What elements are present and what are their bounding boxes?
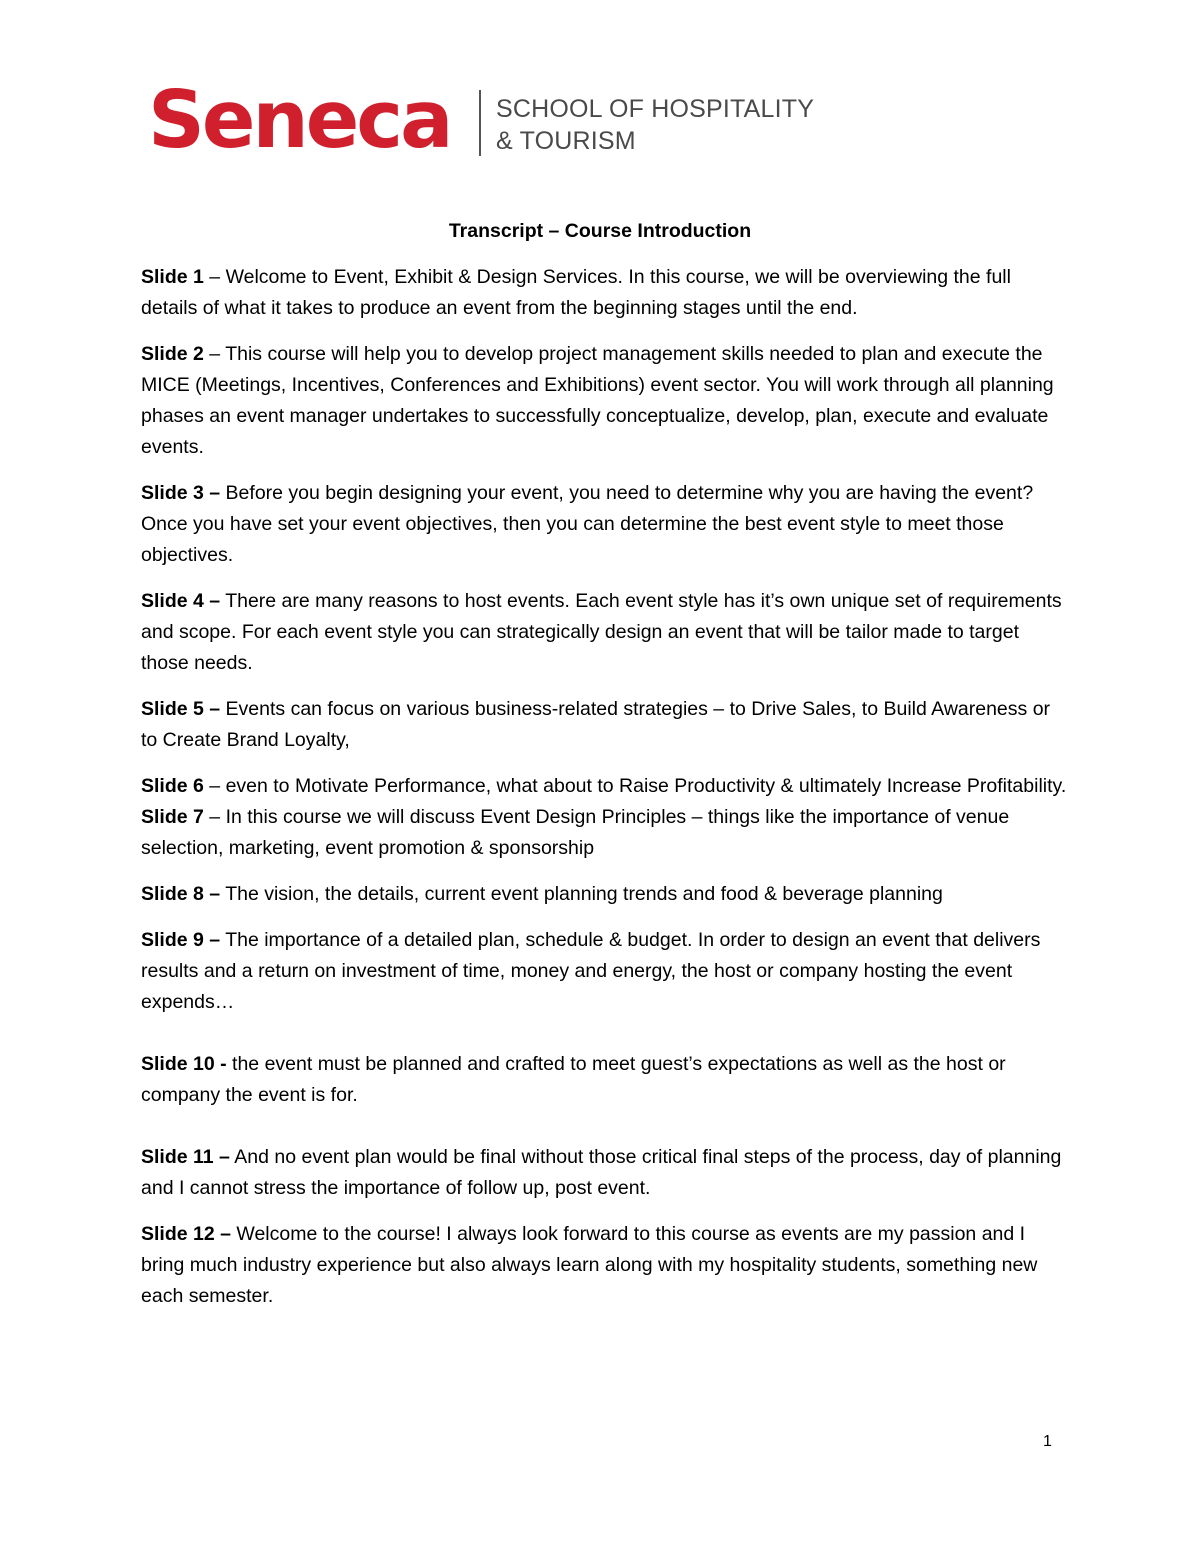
slide-paragraph xyxy=(141,802,1071,864)
slide-label: Slide 2 xyxy=(141,343,204,365)
slide-text: even to Motivate Performance, what about to Raise Productivity & ultimately Increase Profitability. xyxy=(225,775,1067,797)
slide-text: There are many reasons to host events. Each event style has it’s own unique set of requirements and scope. For each event style you can strategically design an event that will be tailor made to target those needs. xyxy=(141,590,1062,674)
slide-text: the event must be planned and crafted to meet guest’s expectations as well as the host or company the event is for. xyxy=(141,1053,1006,1106)
slide-separator: – xyxy=(203,775,226,797)
logo-wordmark: Seneca xyxy=(148,74,451,166)
slide-separator: – xyxy=(203,806,226,828)
slide-label: Slide 5 – xyxy=(141,698,221,720)
page-number: 1 xyxy=(1043,1433,1052,1450)
slide-label: Slide 10 - xyxy=(141,1053,227,1075)
school-name-line-2: & TOURISM xyxy=(496,127,636,155)
slide-label: Slide 11 – xyxy=(141,1146,230,1168)
slide-label: Slide 1 xyxy=(141,266,204,288)
transcript-body xyxy=(141,262,1071,1312)
slide-paragraph xyxy=(141,478,1071,571)
slide-paragraph xyxy=(141,586,1071,679)
slide-label: Slide 6 xyxy=(141,775,204,797)
slide-paragraph xyxy=(141,694,1071,756)
slide-paragraph xyxy=(141,1142,1071,1204)
slide-text: Before you begin designing your event, you need to determine why you are having the event? Once you have set your event objectives, then you can determine the best event style to meet those objectives. xyxy=(141,482,1034,566)
slide-label: Slide 12 – xyxy=(141,1223,231,1245)
slide-text: The vision, the details, current event planning trends and food & beverage planning xyxy=(225,883,943,905)
slide-paragraph xyxy=(141,262,1071,324)
slide-text: In this course we will discuss Event Design Principles – things like the importance of venue selection, marketing, event promotion & sponsorship xyxy=(141,806,1010,859)
school-name-line-1: SCHOOL OF HOSPITALITY xyxy=(496,95,815,123)
slide-paragraph xyxy=(141,339,1071,463)
slide-paragraph xyxy=(141,879,1071,910)
slide-text: And no event plan would be final without those critical final steps of the process, day of planning and I cannot stress the importance of follow up, post event. xyxy=(141,1146,1062,1199)
slide-label: Slide 4 – xyxy=(141,590,221,612)
slide-paragraph xyxy=(141,925,1071,1018)
slide-text: The importance of a detailed plan, schedule & budget. In order to design an event that delivers results and a return on investment of time, money and energy, the host or company hosting the event expends… xyxy=(141,929,1041,1013)
slide-paragraph xyxy=(141,1049,1071,1111)
slide-paragraph xyxy=(141,771,1071,802)
slide-separator: – xyxy=(203,343,226,365)
logo-divider xyxy=(479,90,481,156)
slide-label: Slide 7 xyxy=(141,806,204,828)
slide-paragraph xyxy=(141,1219,1071,1312)
school-name xyxy=(496,93,814,157)
seneca-logo xyxy=(148,74,828,166)
document-title: Transcript – Course Introduction xyxy=(448,220,752,242)
slide-label: Slide 3 – xyxy=(141,482,221,504)
slide-text: Welcome to the course! I always look forward to this course as events are my passion and I bring much industry experience but also always learn along with my hospitality students, something new each semester. xyxy=(141,1223,1038,1307)
slide-text: This course will help you to develop project management skills needed to plan and execute the MICE (Meetings, Incentives, Conferences and Exhibitions) event sector. You will work through all planning phases an event manager undertakes to successfully conceptualize, develop, plan, execute and evaluate events. xyxy=(141,343,1054,458)
slide-separator: – xyxy=(203,266,226,288)
slide-text: Welcome to Event, Exhibit & Design Services. In this course, we will be overviewing the full details of what it takes to produce an event from the beginning stages until the end. xyxy=(141,266,1011,319)
slide-text: Events can focus on various business-related strategies – to Drive Sales, to Build Awareness or to Create Brand Loyalty, xyxy=(141,698,1051,751)
slide-label: Slide 9 – xyxy=(141,929,221,951)
slide-label: Slide 8 – xyxy=(141,883,221,905)
